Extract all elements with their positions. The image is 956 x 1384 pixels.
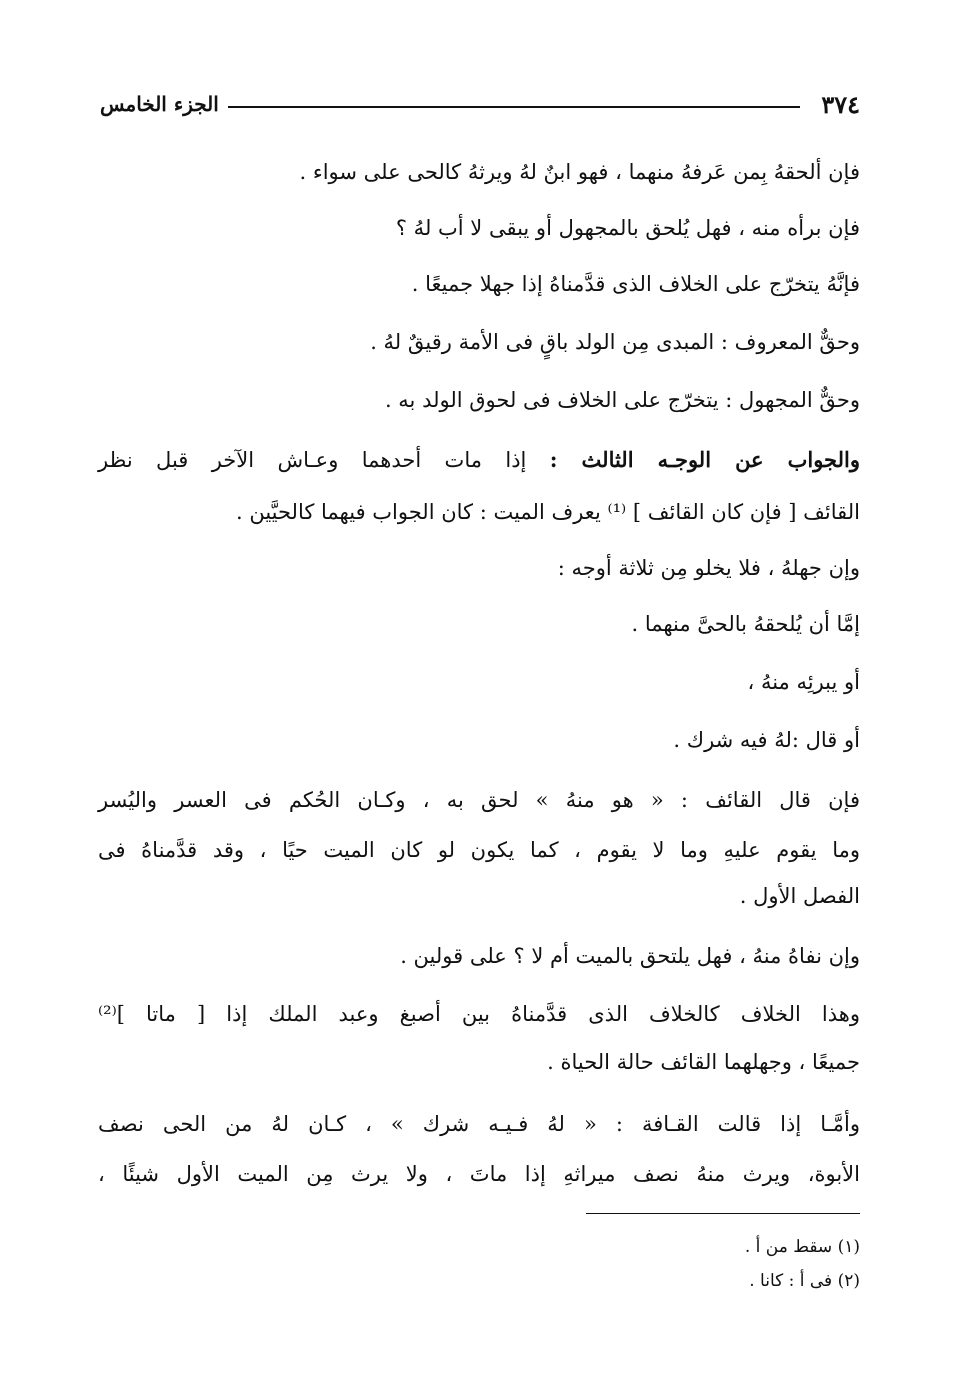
part-title: الجزء الخامس <box>100 92 219 116</box>
footnote: (١) سقط من أ . <box>744 1237 860 1257</box>
text-line: إمَّا أن يُلحقهُ بالحىَّ منهما . <box>631 612 860 636</box>
text-line: فإنَّهُ يتخرّج على الخلاف الذى قدَّمناهُ إذا جهلا جميعًا . <box>411 272 860 296</box>
text-line: أو يبرئِه منهُ ، <box>747 670 860 694</box>
text-line: القائف [ فإن كان القائف ] ⁽¹⁾ يعرف الميت : كان الجواب فيهما كالحيَّين . <box>235 500 860 524</box>
text-line: فإن برأه منه ، فهل يُلحق بالمجهول أو يبقى لا أب لهُ ؟ <box>395 216 860 240</box>
text-line: جميعًا ، وجهلهما القائف حالة الحياة . <box>547 1050 860 1074</box>
text-line: وحقٌّ المعروف : المبدى مِن الولد باقٍ فى الأمة رقيقٌ لهُ . <box>370 330 860 354</box>
text-line: وأمَّـا إذا قالت القـافة : « لهُ فـيـه شرك » ، كـان لهُ من الحى نصف <box>98 1112 860 1136</box>
text-line: فإن ألحقهُ بِمن عَرفهُ منهما ، فهو ابنٌ لهُ ويرثهُ كالحى على سواء . <box>299 160 860 184</box>
text-line: وهذا الخلاف كالخلاف الذى قدَّمناهُ بين أصبغ وعبد الملك إذا [ ماتا ]⁽²⁾ <box>98 1002 860 1026</box>
text-line: الأبوة، ويرث منهُ نصف ميراثهِ إذا ماتَ ، ولا يرث مِن الميت الأول شيئًا ، <box>98 1162 860 1186</box>
text-line: وإن جهلهُ ، فلا يخلو مِن ثلاثة أوجه : <box>557 556 860 580</box>
header-rule <box>228 106 800 108</box>
text-line: فإن قال القائف : « هو منهُ » لحق به ، وكـان الحُكم فى العسر واليُسر <box>98 788 860 812</box>
footnote-rule <box>586 1213 860 1214</box>
text-line: الفصل الأول . <box>739 884 860 908</box>
page-header <box>100 88 860 128</box>
paragraph-heading-line <box>98 440 860 480</box>
text-line: أو قال :لهُ فيه شرك . <box>673 728 860 752</box>
page-number: ٣٧٤ <box>821 90 860 119</box>
text-span: إذا مات أحدهما وعـاش الآخر قبل نظر <box>98 448 527 472</box>
section-heading: والجواب عن الوجـه الثالث : <box>549 447 860 472</box>
footnote: (٢) فى أ : كانا . <box>749 1271 860 1291</box>
text-line: وإن نفاهُ منهُ ، فهل يلتحق بالميت أم لا ؟ على قولين . <box>400 944 860 968</box>
text-line: وما يقوم عليهِ وما لا يقوم ، كما يكون لو كان الميت حيًا ، وقد قدَّمناهُ فى <box>98 838 860 862</box>
text-line: وحقٌّ المجهول : يتخرّج على الخلاف فى لحوق الولد به . <box>384 388 860 412</box>
